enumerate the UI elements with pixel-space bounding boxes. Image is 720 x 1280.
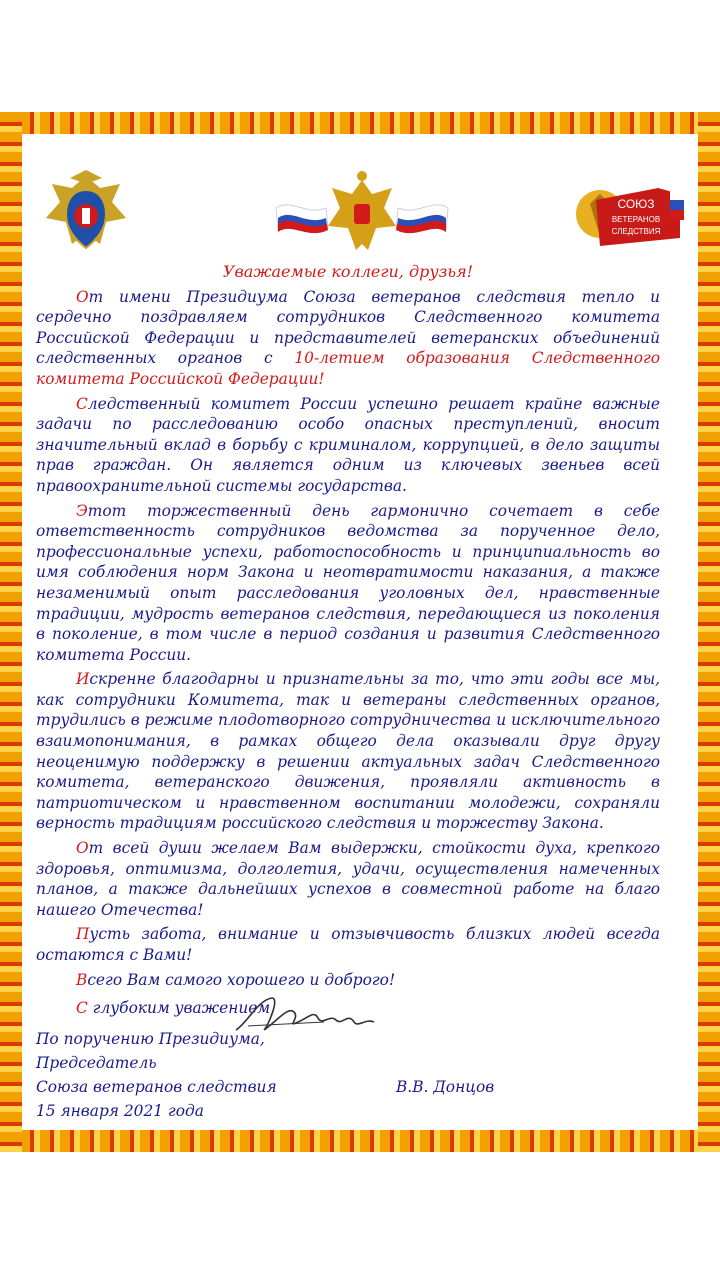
paragraph-6 <box>36 924 660 965</box>
handwritten-signature <box>228 992 378 1038</box>
organization: Союза ветеранов следствия <box>36 1077 277 1096</box>
signer-name: В.В. Донцов <box>396 1077 495 1096</box>
sign-line-2: Председатель <box>36 1053 157 1072</box>
badge-word-1: СОЮЗ <box>617 197 655 211</box>
drop-cap: О <box>76 287 89 306</box>
paragraph-4 <box>36 669 660 834</box>
drop-cap: С <box>76 999 88 1018</box>
drop-cap: И <box>76 670 90 689</box>
paragraph-text: скренне благодарны и признательны за то, что эти годы все мы, как сотрудники Комитета, так и ветераны следственных органов, трудились в режиме плодотворного сотрудничества и исключительного взаимопонимания, в рамках общего дела оказывали друг другу неоценимую поддержку в решении актуальных задач Следственного комитета, ветеранского движения, проявляли активность в патриотическом и нравственном воспитании молодежи, сохраняли верность традициям российского следствия и торжеству Закона. <box>36 670 660 833</box>
border-left <box>0 112 22 1152</box>
paragraph-5 <box>36 838 660 920</box>
drop-cap: Э <box>76 501 88 520</box>
closing-text: глубоким уважением, <box>87 999 276 1018</box>
drop-cap: С <box>76 394 88 413</box>
paragraph-7 <box>36 970 660 991</box>
drop-cap: О <box>76 839 89 858</box>
sign-line-1: По поручению Президиума, <box>36 1029 265 1048</box>
paragraph-text: усть забота, внимание и отзывчивость близких людей всегда остаются с Вами! <box>36 925 660 964</box>
paragraph-2 <box>36 394 660 497</box>
drop-cap: В <box>76 970 88 989</box>
union-badge-icon <box>570 174 688 258</box>
paragraph-text: ледственный комитет России успешно решает крайне важные задачи по расследованию особо опасных преступлений, вносит значительный вклад в борьбу с криминалом, коррупцией, в дело защиты прав граждан. Он является одним из ключевых звеньев всей правоохранительной системы государства. <box>36 394 660 495</box>
paragraph-text: тот торжественный день гармонично сочетает в себе ответственность сотрудников ведомства за порученное дело, профессиональные успехи, работоспособность и принципиальность во имя соблюдения норм Закона и неотвратимости наказания, а также незаменимый опыт расследования уголовных дел, нравственные традиции, мудрость ветеранов следствия, передающиеся из поколения в поколение, в том числе в период создания и развития Следственного комитета России. <box>36 501 660 664</box>
greeting: Уважаемые коллеги, друзья! <box>222 262 474 281</box>
paragraph-text: т имени Президиума Союза ветеранов следствия тепло и сердечно поздравляем сотрудников Следственного комитета Российской Федерации и представителей ветеранских объединений следственных органов с <box>36 287 660 368</box>
paragraph-text: сего Вам самого хорошего и доброго! <box>87 970 396 989</box>
badge-word-2: ВЕТЕРАНОВ <box>611 215 661 224</box>
sk-emblem-icon <box>40 168 132 260</box>
border-right <box>698 112 720 1152</box>
letter-date: 15 января 2021 года <box>36 1101 204 1120</box>
drop-cap: П <box>76 925 90 944</box>
coat-of-arms-icon <box>272 168 452 258</box>
badge-word-3: СЛЕДСТВИЯ <box>611 227 661 236</box>
sign-line-3 <box>36 1075 660 1099</box>
paragraph-text: т всей души желаем Вам выдержки, стойкости духа, крепкого здоровья, оптимизма, долголетия, удачи, осуществления намеченных планов, а также дальнейших успехов в совместной работе на благо нашего Отечества! <box>36 839 660 919</box>
anniversary-highlight: 10-летием образования Следственного комитета Российской Федерации! <box>36 349 660 388</box>
paragraph-1 <box>36 287 660 390</box>
paragraph-3 <box>36 501 660 666</box>
